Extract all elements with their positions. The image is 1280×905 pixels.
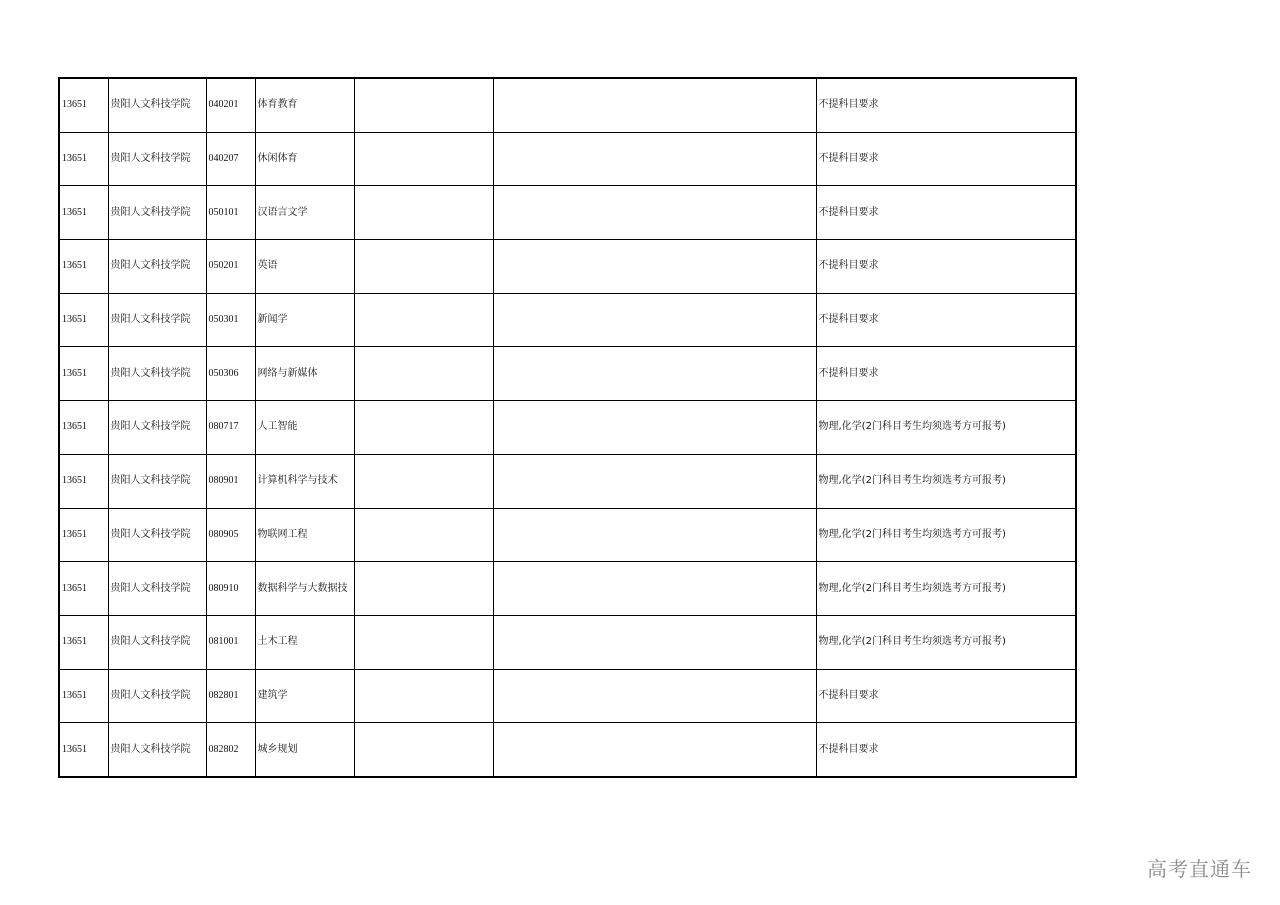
school-name-cell: 贵阳人文科技学院 [108,78,206,132]
major-name-cell: 休闲体育 [255,132,354,186]
blank-cell [354,240,493,294]
major-name-cell: 计算机科学与技术 [255,454,354,508]
school-name-cell: 贵阳人文科技学院 [108,562,206,616]
major-code-cell: 080905 [206,508,255,562]
major-code-cell: 081001 [206,615,255,669]
blank-cell [493,293,816,347]
table-body [59,78,1076,777]
school-name-cell: 贵阳人文科技学院 [108,669,206,723]
table-row [59,347,1076,401]
blank-cell [493,562,816,616]
school-name-cell: 贵阳人文科技学院 [108,454,206,508]
table-row [59,669,1076,723]
subject-requirement-cell: 不提科目要求 [816,293,1076,347]
school-code-cell: 13651 [59,723,108,777]
table-row [59,615,1076,669]
major-code-cell: 080910 [206,562,255,616]
major-name-cell: 物联网工程 [255,508,354,562]
subject-requirement-cell: 不提科目要求 [816,132,1076,186]
major-code-cell: 050101 [206,186,255,240]
blank-cell [493,508,816,562]
major-name-cell: 土木工程 [255,615,354,669]
school-name-cell: 贵阳人文科技学院 [108,293,206,347]
watermark-logo: 高考直通车 [1147,857,1252,881]
major-name-cell: 建筑学 [255,669,354,723]
major-name-cell: 体育教育 [255,78,354,132]
subject-requirement-cell: 不提科目要求 [816,723,1076,777]
school-code-cell: 13651 [59,401,108,455]
blank-cell [493,454,816,508]
table-row [59,186,1076,240]
table-row [59,78,1076,132]
blank-cell [354,401,493,455]
school-code-cell: 13651 [59,454,108,508]
school-name-cell: 贵阳人文科技学院 [108,508,206,562]
school-code-cell: 13651 [59,669,108,723]
subject-requirement-cell: 不提科目要求 [816,78,1076,132]
table-row [59,293,1076,347]
major-name-cell: 汉语言文学 [255,186,354,240]
school-code-cell: 13651 [59,78,108,132]
subject-requirement-cell: 物理,化学(2门科目考生均须选考方可报考) [816,401,1076,455]
major-name-cell: 数据科学与大数据技 [255,562,354,616]
school-code-cell: 13651 [59,293,108,347]
blank-cell [493,669,816,723]
major-code-cell: 040201 [206,78,255,132]
subject-requirement-cell: 物理,化学(2门科目考生均须选考方可报考) [816,454,1076,508]
major-name-cell: 网络与新媒体 [255,347,354,401]
table-row [59,723,1076,777]
table-row [59,240,1076,294]
school-name-cell: 贵阳人文科技学院 [108,132,206,186]
blank-cell [493,347,816,401]
school-name-cell: 贵阳人文科技学院 [108,401,206,455]
blank-cell [354,454,493,508]
blank-cell [493,132,816,186]
major-code-cell: 040207 [206,132,255,186]
school-name-cell: 贵阳人文科技学院 [108,186,206,240]
school-name-cell: 贵阳人文科技学院 [108,615,206,669]
blank-cell [354,293,493,347]
blank-cell [354,508,493,562]
subject-requirement-cell: 不提科目要求 [816,347,1076,401]
major-name-cell: 英语 [255,240,354,294]
school-code-cell: 13651 [59,186,108,240]
major-name-cell: 人工智能 [255,401,354,455]
blank-cell [493,615,816,669]
subject-requirement-cell: 不提科目要求 [816,186,1076,240]
blank-cell [354,669,493,723]
major-code-cell: 080717 [206,401,255,455]
blank-cell [354,723,493,777]
school-code-cell: 13651 [59,240,108,294]
blank-cell [493,723,816,777]
blank-cell [354,78,493,132]
school-name-cell: 贵阳人文科技学院 [108,240,206,294]
blank-cell [354,562,493,616]
school-code-cell: 13651 [59,615,108,669]
blank-cell [493,240,816,294]
blank-cell [354,186,493,240]
school-name-cell: 贵阳人文科技学院 [108,723,206,777]
subject-requirement-cell: 不提科目要求 [816,240,1076,294]
major-code-cell: 082801 [206,669,255,723]
subject-requirement-cell: 物理,化学(2门科目考生均须选考方可报考) [816,615,1076,669]
table-row [59,454,1076,508]
table-row [59,508,1076,562]
major-code-cell: 080901 [206,454,255,508]
table-row [59,132,1076,186]
table-row [59,401,1076,455]
major-code-cell: 050301 [206,293,255,347]
subject-requirement-cell: 不提科目要求 [816,669,1076,723]
school-code-cell: 13651 [59,508,108,562]
blank-cell [354,132,493,186]
major-code-cell: 050201 [206,240,255,294]
major-name-cell: 城乡规划 [255,723,354,777]
blank-cell [493,186,816,240]
blank-cell [493,401,816,455]
school-name-cell: 贵阳人文科技学院 [108,347,206,401]
school-code-cell: 13651 [59,347,108,401]
subject-requirement-cell: 物理,化学(2门科目考生均须选考方可报考) [816,562,1076,616]
school-code-cell: 13651 [59,132,108,186]
major-code-cell: 082802 [206,723,255,777]
major-code-cell: 050306 [206,347,255,401]
blank-cell [354,615,493,669]
school-code-cell: 13651 [59,562,108,616]
subject-requirement-cell: 物理,化学(2门科目考生均须选考方可报考) [816,508,1076,562]
blank-cell [493,78,816,132]
blank-cell [354,347,493,401]
major-name-cell: 新闻学 [255,293,354,347]
table-row [59,562,1076,616]
subject-requirements-table [58,77,1077,778]
